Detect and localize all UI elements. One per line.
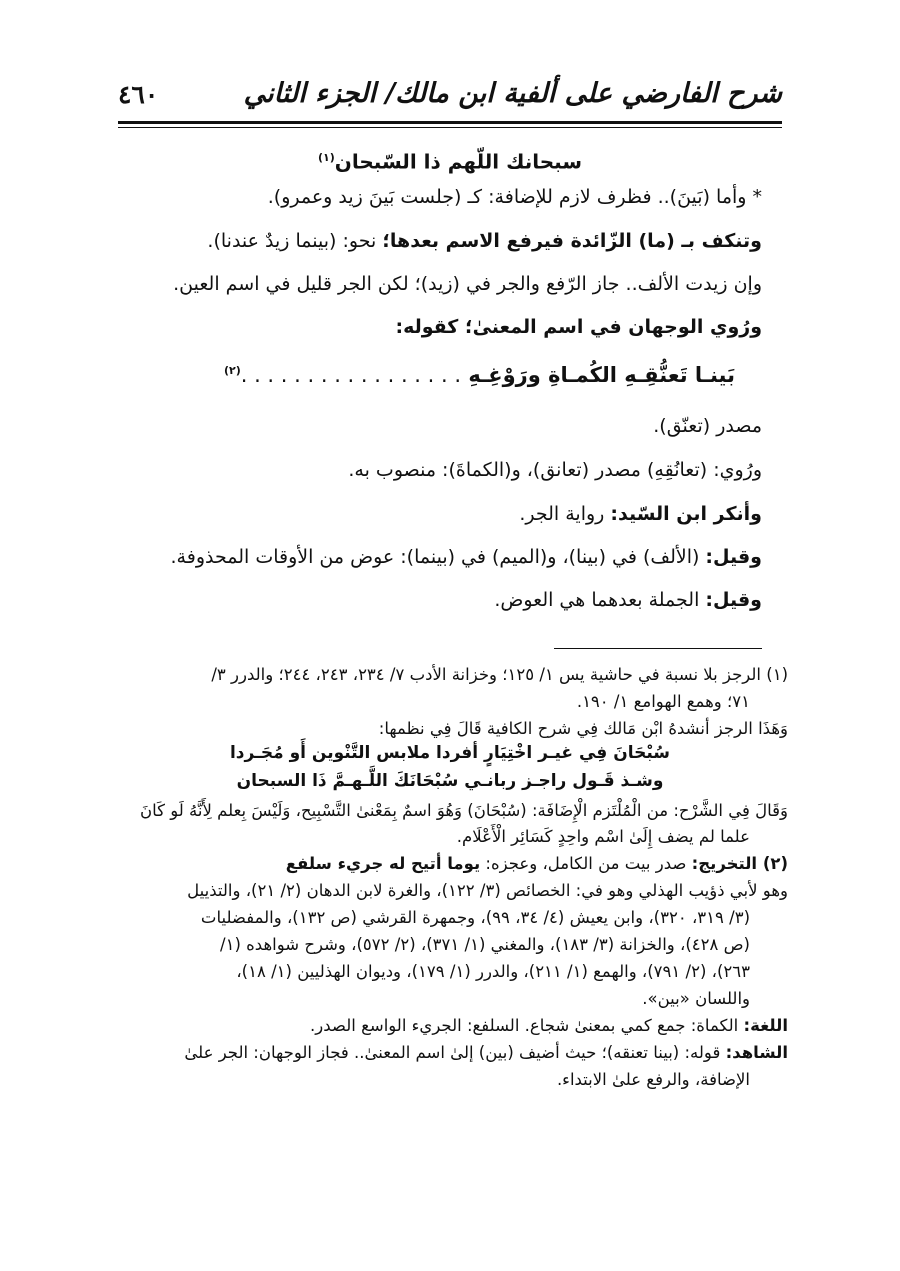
- fn1-verse-1: سُبْحَانَ فِي غيـر اخْتِيَارٍ أفردا ملابس التَّنْوين أَو مُجَـردا: [229, 743, 671, 763]
- verse-quote: [0, 145, 900, 175]
- fn2-label: (٢) التخريج:: [691, 854, 788, 873]
- footnote-ref-2: (٢): [223, 364, 241, 377]
- body-line-6: ورُوي: (تعانُقِهِ) مصدر (تعانق)، و(الكماةَ): منصوب به.: [348, 459, 762, 481]
- lugha-text: الكماة: جمع كمي بمعنىٰ شجاع. السلفع: الجريء الواسع الصدر.: [310, 1016, 744, 1035]
- fn2-line-1: [112, 852, 788, 876]
- rule-statement: وتنكف بـ (ما) الزّائدة فيرفع الاسم بعدها؛: [382, 230, 762, 252]
- qila-label-1: وقيل:: [705, 546, 762, 568]
- footnote-separator: [554, 648, 762, 649]
- lugha-label: اللغة:: [743, 1016, 788, 1035]
- fn1-line-1: (١) الرجز بلا نسبة في حاشية يس ١/ ١٢٥؛ وخزانة الأدب ٧/ ٢٣٤، ٢٤٣، ٢٤٤؛ والدرر ٣/: [211, 665, 788, 684]
- shahid-text-1: قوله: (بينا تعنقه)؛ حيث أضيف (بين) إلىٰ اسم المعنىٰ.. فجاز الوجهان: الجر علىٰ: [184, 1043, 726, 1062]
- qila-text-1: (الألف) في (بينا)، و(الميم) في (بينما): عوض من الأوقات المحذوفة.: [170, 546, 706, 568]
- header-rule-thin: [118, 127, 782, 128]
- poem-dots: . . . . . . . . . . . . . . . . .: [240, 363, 462, 387]
- fn1-line-2: ٧١؛ وهمع الهوامع ١/ ١٩٠.: [576, 692, 750, 711]
- body-line-5: مصدر (تعنّق).: [653, 415, 762, 437]
- header-rule-thick: [118, 121, 782, 124]
- poem-line: [165, 363, 735, 387]
- poem-words: بَينـا تَعنُّقِـهِ الكُمـاةِ ورَوْغِـهِ: [468, 363, 735, 387]
- fn2-line-4: (ص ٤٢٨)، والخزانة (٣/ ١٨٣)، والمغني (١/ ٣٧١)، (٢/ ٥٧٢)، وشرح شواهده (١/: [220, 935, 750, 954]
- footnote-ref-1: (١): [318, 151, 335, 164]
- body-line-4: ورُوي الوجهان في اسم المعنىٰ؛ كقوله:: [395, 316, 762, 338]
- fn2-line-3: (٣/ ٣١٩، ٣٢٠)، وابن يعيش (٤/ ٣٤، ٩٩)، وجمهرة القرشي (ص ١٣٢)، والمفضليات: [200, 908, 750, 927]
- fn2-shahid-1: [112, 1041, 788, 1065]
- rule-example: نحو: (بينما زيدٌ عندنا).: [207, 230, 383, 252]
- fn2-shahid-2: الإضافة، والرفع علىٰ الابتداء.: [556, 1070, 750, 1089]
- fn1-line-4: وَقَالَ فِي الشَّرْح: من الْمُلْتَزم الْإِضَافَة: (سُبْحَانَ) وَهُوَ اسمٌ بِمَعْنىٰ التَّسْبِيح، وَلَيْسَ بِعلم لِأَنَّهُ لَو كَانَ: [140, 801, 788, 820]
- fn2-lugha: [112, 1014, 788, 1038]
- ibn-sayyid-label: وأنكر ابن السّيد:: [610, 503, 762, 525]
- fn2-intro: صدر بيت من الكامل، وعجزه:: [480, 854, 692, 873]
- fn2-line-6: واللسان «بين».: [642, 989, 750, 1008]
- body-line-1: * وأما (بَينَ).. فظرف لازم للإضافة: كـ (جلست بَينَ زيد وعمرو).: [267, 186, 762, 208]
- shahid-label: الشاهد:: [725, 1043, 788, 1062]
- running-header: [118, 78, 782, 118]
- body-line-7: [519, 501, 762, 527]
- page-number: ٤٦٠: [118, 80, 159, 109]
- body-line-2: [207, 228, 762, 254]
- body-line-9: [494, 587, 762, 613]
- ibn-sayyid-text: رواية الجر.: [519, 503, 611, 525]
- verse-quote-text: سبحانك اللّهم ذا السّبحان: [334, 149, 582, 174]
- fn1-line-5: علما لم يضف إِلَىٰ اسْم واحِدٍ كَسَائِر الْأَعْلَام.: [456, 827, 750, 846]
- qila-text-2: الجملة بعدهما هي العوض.: [494, 589, 706, 611]
- body-line-8: [171, 544, 762, 570]
- qila-label-2: وقيل:: [705, 589, 762, 611]
- fn1-verse-2: وشـذ قَـول راجـز ربانـي سُبْحَانَكَ اللَّـهـمَّ ذَا السبحان: [236, 771, 664, 791]
- fn2-hemistich: يوما أتيح له جريء سلفع: [285, 854, 481, 873]
- fn1-line-3: وَهَذَا الرجز أنشدهُ ابْن مَالك فِي شرح الكافية قَالَ فِي نظمها:: [378, 719, 788, 738]
- body-line-3: وإن زيدت الألف.. جاز الرّفع والجر في (زيد)؛ لكن الجر قليل في اسم العين.: [173, 273, 762, 295]
- fn2-line-2: وهو لأبي ذؤيب الهذلي وهو في: الخصائص (٣/ ١٢٢)، والغرة لابن الدهان (٢/ ٢١)، والتذييل: [187, 881, 788, 900]
- fn2-line-5: ٢٦٣)، (٢/ ٧٩١)، والهمع (١/ ٢١١)، والدرر (١/ ١٧٩)، وديوان الهذليين (١/ ١٨)،: [236, 962, 750, 981]
- running-title: شرح الفارضي على ألفية ابن مالك/ الجزء الثاني: [243, 78, 782, 109]
